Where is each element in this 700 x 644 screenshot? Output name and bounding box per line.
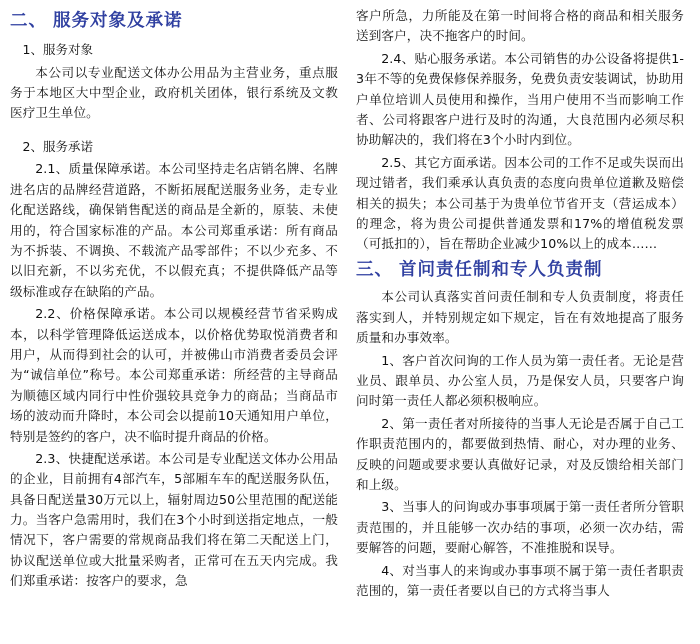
- paragraph-continued: 客户所急，力所能及在第一时间将合格的商品和相关服务送到客户，决不拖客户的时间。: [356, 8, 684, 44]
- list-item-text-2: 第一责任者对所接待的当事人无论是否属于自己工作职责范围内的，都要做到热情、耐心，对办理的业务、反映的问题或要求要认真做好记录，对及反馈给相关部门和上级。: [356, 415, 684, 492]
- section-heading-2-text: 服务对象及承诺: [53, 11, 183, 31]
- list-item-text-1: 客户首次问询的工作人员为第一责任者。无论是营业员、跟单员、办公室人员，乃是保安人员，只要客户询问时第一责任人都必须积极响应。: [356, 352, 684, 409]
- section-heading-2-number: 二、: [10, 11, 47, 31]
- paragraph-promise-delivery: 2.3、快捷配送承诺。本公司是专业配送文体办公用品的企业，目前拥有4部汽车，5部厢车车的配送服务队伍，具备日配送量30万元以上，辐射周边50公里范围的配送能力。当客户急需用时，我们在3个小时到送指定地点，一般情况下，客户需要的常规商品我们将在第二天配送上门，协议配送单位或大批量采购者，正常可在五天内完成。我们郑重承诺：按客户的要求，急: [10, 450, 338, 589]
- list-item-number-1: 1、: [381, 352, 403, 368]
- list-item-number-2: 2、: [381, 415, 403, 431]
- list-item-responsibility-4: [356, 561, 684, 602]
- list-item-text-4: 对当事人的来询或办事事项不属于第一责任者职责范围的，第一责任者要以自已的方式将当事人: [356, 562, 684, 598]
- paragraph-service-objects: 本公司以专业配送文体办公用品为主营业务，重点服务于本地区大中型企业，政府机关团体，银行系统及文教医疗卫生单位。: [10, 64, 338, 121]
- section-heading-3: [356, 259, 684, 282]
- section-heading-3-number: 三、: [356, 259, 393, 280]
- subsection-heading-service-objects: 1、服务对象: [22, 41, 93, 57]
- list-item-text-3: 当事人的问询或办事事项属于第一责任者所分管职责范围的，并且能够一次办结的事项，必须一次办结，需要解答的问题，要耐心解答，不准推脱和误导。: [356, 499, 684, 556]
- subsection-heading-service-promises: 2、服务承诺: [22, 138, 93, 154]
- paragraph-promise-price: 2.2、价格保障承诺。本公司以规模经营节省采购成本，以科学管理降低运送成本，以价格优势取悦消费者和用户，从而得到社会的认可，并被佛山市消费者委员会评为“诚信单位”称号。本公司郑重承诺：所经营的主导商品为顺德区域内同行中性价强较具竞争力的商品；当商品市场的波动而升降时，本公司会以提前10天通知用户单位，特别是签约的客户，决不临时提升商品的价格。: [10, 306, 338, 444]
- spacer: [10, 126, 338, 130]
- list-item-responsibility-3: [356, 497, 684, 558]
- list-item-responsibility-2: [356, 414, 684, 496]
- section-heading-3-text: 首问责任制和专人负责制: [399, 259, 603, 280]
- right-column: [356, 6, 684, 644]
- left-column: [10, 6, 338, 644]
- list-item-number-4: 4、: [381, 562, 403, 578]
- paragraph-promise-care: 2.4、贴心服务承诺。本公司销售的办公设备将提供1-3年不等的免费保修保养服务，免费负责安装调试，协助用户单位培训人员使用和操作，当用户使用不当而影响工作者、公司将跟客户进行及时的沟通，大良范围内必须尽积协助解决的，我们将在3个小时内到位。: [356, 50, 684, 148]
- list-item-number-3: 3、: [381, 499, 403, 515]
- paragraph-responsibility-intro: 本公司认真落实首问责任制和专人负责制度，将责任落实到人，并特别规定如下规定，旨在有效地提高了服务质量和办事效率。: [356, 289, 684, 346]
- paragraph-promise-quality: 2.1、质量保障承诺。本公司坚持走名店销名牌、名牌进名店的品牌经营道路，不断拓展配送服务业务，走专业化配送路线，确保销售配送的商品是全新的，原装、未使用的，符合国家标准的产品。本公司郑重承诺：所有商品为不拆装、不调换、不载流产品零部件；不以少充多、不以旧充新，不以劣充优，不以假充真；不提供降低产品等级标准或存在缺陷的产品。: [10, 161, 338, 299]
- section-heading-2: [10, 10, 338, 33]
- list-item-responsibility-1: [356, 351, 684, 412]
- paragraph-promise-other: 2.5、其它方面承诺。因本公司的工作不足或失误而出现过错者，我们乘承认真负责的态度向贵单位道歉及赔偿相关的损失；本公司基于为贵单位节省开支（营运成本）的理念，将为贵公司提供普通发票和17%的增值税发票（可抵扣的），旨在帮助企业减少10%以上的成本……: [356, 154, 684, 252]
